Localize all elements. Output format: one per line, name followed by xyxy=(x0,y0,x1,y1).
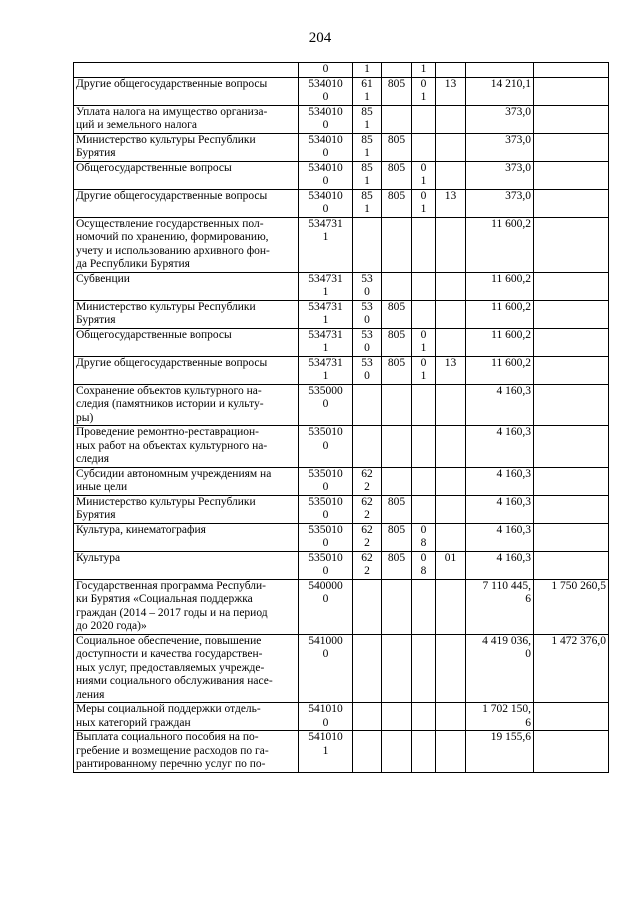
ministry-code-cell xyxy=(382,703,412,731)
page-number: 204 xyxy=(308,30,332,46)
amount-federal-cell xyxy=(534,356,609,384)
subsection-cell xyxy=(436,523,466,551)
target-code-cell: 534731 1 xyxy=(299,300,353,328)
row-name-cell: Сохранение объектов культурного на- следия (памятников истории и культу- ры) xyxy=(74,384,299,426)
expense-type-cell: 62 2 xyxy=(353,495,382,523)
expense-type-cell: 61 1 xyxy=(353,77,382,105)
section-cell xyxy=(412,105,436,133)
table-row xyxy=(74,105,609,133)
amount-cell: 4 160,3 xyxy=(466,551,534,579)
row-name-cell: Общегосударственные вопросы xyxy=(74,161,299,189)
row-name-cell: Меры социальной поддержки отдель- ных категорий граждан xyxy=(74,703,299,731)
amount-federal-cell: 1 472 376,0 xyxy=(534,634,609,703)
target-code-cell: 535000 0 xyxy=(299,384,353,426)
amount-cell: 14 210,1 xyxy=(466,77,534,105)
section-cell xyxy=(412,579,436,634)
table-row xyxy=(74,523,609,551)
row-name-cell: Другие общегосударственные вопросы xyxy=(74,189,299,217)
subsection-cell xyxy=(436,467,466,495)
section-cell xyxy=(412,217,436,272)
section-cell: 0 1 xyxy=(412,77,436,105)
row-name-cell: Осуществление государственных пол- номочий по хранению, формированию, учету и использованию архивного фон- да Республики Бурятия xyxy=(74,217,299,272)
amount-cell: 1 702 150, 6 xyxy=(466,703,534,731)
table-row xyxy=(74,300,609,328)
expense-type-cell: 85 1 xyxy=(353,105,382,133)
subsection-cell xyxy=(436,63,466,78)
amount-federal-cell xyxy=(534,105,609,133)
subsection-cell: 13 xyxy=(436,189,466,217)
target-code-cell: 541000 0 xyxy=(299,634,353,703)
ministry-code-cell: 805 xyxy=(382,328,412,356)
row-name-cell: Субвенции xyxy=(74,272,299,300)
expense-type-cell xyxy=(353,579,382,634)
amount-federal-cell xyxy=(534,495,609,523)
amount-cell: 4 160,3 xyxy=(466,426,534,468)
subsection-cell xyxy=(436,703,466,731)
ministry-code-cell xyxy=(382,384,412,426)
expense-type-cell xyxy=(353,703,382,731)
target-code-cell: 535010 0 xyxy=(299,426,353,468)
row-name-cell: Культура, кинематография xyxy=(74,523,299,551)
expense-type-cell: 1 xyxy=(353,63,382,78)
row-name-cell: Выплата социального пособия на по- гребение и возмещение расходов по га- рантированному перечню услуг по по- xyxy=(74,731,299,773)
amount-cell: 373,0 xyxy=(466,161,534,189)
row-name-cell: Проведение ремонтно-реставрацион- ных работ на объектах культурного на- следия xyxy=(74,426,299,468)
amount-cell: 373,0 xyxy=(466,133,534,161)
amount-federal-cell xyxy=(534,703,609,731)
expense-type-cell: 53 0 xyxy=(353,328,382,356)
target-code-cell: 534010 0 xyxy=(299,77,353,105)
section-cell: 0 1 xyxy=(412,356,436,384)
subsection-cell xyxy=(436,217,466,272)
target-code-cell: 540000 0 xyxy=(299,579,353,634)
subsection-cell xyxy=(436,161,466,189)
table-row xyxy=(74,189,609,217)
table-row xyxy=(74,495,609,523)
ministry-code-cell: 805 xyxy=(382,551,412,579)
subsection-cell xyxy=(436,272,466,300)
expense-type-cell xyxy=(353,384,382,426)
subsection-cell xyxy=(436,634,466,703)
amount-federal-cell xyxy=(534,731,609,773)
section-cell xyxy=(412,300,436,328)
expense-type-cell: 85 1 xyxy=(353,133,382,161)
section-cell xyxy=(412,133,436,161)
amount-federal-cell xyxy=(534,272,609,300)
expense-type-cell xyxy=(353,634,382,703)
ministry-code-cell: 805 xyxy=(382,133,412,161)
table-row xyxy=(74,272,609,300)
amount-cell: 11 600,2 xyxy=(466,217,534,272)
section-cell xyxy=(412,426,436,468)
amount-cell: 11 600,2 xyxy=(466,272,534,300)
row-name-cell: Государственная программа Республи- ки Бурятия «Социальная поддержка граждан (2014 – 2017 годы и на период до 2020 года)» xyxy=(74,579,299,634)
table-row xyxy=(74,328,609,356)
amount-cell: 11 600,2 xyxy=(466,356,534,384)
table-row xyxy=(74,63,609,78)
target-code-cell: 534010 0 xyxy=(299,133,353,161)
section-cell: 0 1 xyxy=(412,328,436,356)
target-code-cell: 541010 0 xyxy=(299,703,353,731)
amount-federal-cell xyxy=(534,133,609,161)
amount-cell: 4 160,3 xyxy=(466,523,534,551)
subsection-cell xyxy=(436,328,466,356)
target-code-cell: 535010 0 xyxy=(299,495,353,523)
target-code-cell: 534010 0 xyxy=(299,161,353,189)
amount-cell: 4 160,3 xyxy=(466,384,534,426)
amount-federal-cell xyxy=(534,217,609,272)
section-cell: 0 8 xyxy=(412,523,436,551)
target-code-cell: 0 xyxy=(299,63,353,78)
row-name-cell: Министерство культуры Республики Бурятия xyxy=(74,133,299,161)
subsection-cell xyxy=(436,731,466,773)
amount-cell xyxy=(466,63,534,78)
ministry-code-cell: 805 xyxy=(382,77,412,105)
row-name-cell: Другие общегосударственные вопросы xyxy=(74,356,299,384)
row-name-cell: Министерство культуры Республики Бурятия xyxy=(74,495,299,523)
row-name-cell: Уплата налога на имущество организа- ций и земельного налога xyxy=(74,105,299,133)
ministry-code-cell: 805 xyxy=(382,300,412,328)
table-row xyxy=(74,133,609,161)
table-row xyxy=(74,467,609,495)
amount-federal-cell xyxy=(534,384,609,426)
section-cell xyxy=(412,467,436,495)
subsection-cell xyxy=(436,495,466,523)
table-row xyxy=(74,384,609,426)
ministry-code-cell xyxy=(382,579,412,634)
expense-type-cell: 53 0 xyxy=(353,356,382,384)
amount-federal-cell: 1 750 260,5 xyxy=(534,579,609,634)
amount-cell: 4 419 036, 0 xyxy=(466,634,534,703)
amount-federal-cell xyxy=(534,77,609,105)
ministry-code-cell xyxy=(382,217,412,272)
section-cell xyxy=(412,634,436,703)
table-body xyxy=(74,63,609,773)
table-row xyxy=(74,77,609,105)
section-cell xyxy=(412,495,436,523)
ministry-code-cell xyxy=(382,63,412,78)
ministry-code-cell xyxy=(382,731,412,773)
ministry-code-cell xyxy=(382,426,412,468)
ministry-code-cell xyxy=(382,634,412,703)
budget-table xyxy=(73,62,609,773)
row-name-cell: Общегосударственные вопросы xyxy=(74,328,299,356)
row-name-cell: Социальное обеспечение, повышение доступности и качества государствен- ных услуг, предоставляемых учрежде- ниями социального обслуживания насе- ления xyxy=(74,634,299,703)
amount-federal-cell xyxy=(534,300,609,328)
expense-type-cell: 62 2 xyxy=(353,523,382,551)
subsection-cell: 01 xyxy=(436,551,466,579)
section-cell: 0 1 xyxy=(412,161,436,189)
amount-federal-cell xyxy=(534,467,609,495)
target-code-cell: 534731 1 xyxy=(299,217,353,272)
amount-federal-cell xyxy=(534,426,609,468)
subsection-cell xyxy=(436,133,466,161)
row-name-cell: Субсидии автономным учреждениям на иные цели xyxy=(74,467,299,495)
table-row xyxy=(74,217,609,272)
amount-cell: 19 155,6 xyxy=(466,731,534,773)
ministry-code-cell xyxy=(382,272,412,300)
subsection-cell xyxy=(436,579,466,634)
ministry-code-cell xyxy=(382,467,412,495)
section-cell: 0 1 xyxy=(412,189,436,217)
table-row xyxy=(74,426,609,468)
amount-cell: 7 110 445, 6 xyxy=(466,579,534,634)
amount-federal-cell xyxy=(534,161,609,189)
section-cell: 0 8 xyxy=(412,551,436,579)
amount-federal-cell xyxy=(534,63,609,78)
table-row xyxy=(74,161,609,189)
target-code-cell: 534731 1 xyxy=(299,328,353,356)
section-cell xyxy=(412,703,436,731)
expense-type-cell xyxy=(353,426,382,468)
row-name-cell xyxy=(74,63,299,78)
ministry-code-cell: 805 xyxy=(382,356,412,384)
subsection-cell: 13 xyxy=(436,356,466,384)
target-code-cell: 535010 0 xyxy=(299,551,353,579)
row-name-cell: Культура xyxy=(74,551,299,579)
subsection-cell xyxy=(436,105,466,133)
subsection-cell: 13 xyxy=(436,77,466,105)
target-code-cell: 534010 0 xyxy=(299,105,353,133)
amount-cell: 4 160,3 xyxy=(466,467,534,495)
amount-cell: 11 600,2 xyxy=(466,328,534,356)
ministry-code-cell: 805 xyxy=(382,161,412,189)
amount-cell: 373,0 xyxy=(466,189,534,217)
table-row xyxy=(74,703,609,731)
target-code-cell: 535010 0 xyxy=(299,467,353,495)
ministry-code-cell: 805 xyxy=(382,523,412,551)
amount-cell: 11 600,2 xyxy=(466,300,534,328)
table-row xyxy=(74,579,609,634)
expense-type-cell: 53 0 xyxy=(353,300,382,328)
table-row xyxy=(74,356,609,384)
subsection-cell xyxy=(436,426,466,468)
expense-type-cell: 85 1 xyxy=(353,189,382,217)
table-row xyxy=(74,731,609,773)
ministry-code-cell: 805 xyxy=(382,495,412,523)
row-name-cell: Другие общегосударственные вопросы xyxy=(74,77,299,105)
table-row xyxy=(74,634,609,703)
expense-type-cell: 62 2 xyxy=(353,551,382,579)
amount-cell: 373,0 xyxy=(466,105,534,133)
target-code-cell: 541010 1 xyxy=(299,731,353,773)
ministry-code-cell xyxy=(382,105,412,133)
subsection-cell xyxy=(436,300,466,328)
section-cell xyxy=(412,731,436,773)
row-name-cell: Министерство культуры Республики Бурятия xyxy=(74,300,299,328)
target-code-cell: 535010 0 xyxy=(299,523,353,551)
table-row xyxy=(74,551,609,579)
subsection-cell xyxy=(436,384,466,426)
expense-type-cell xyxy=(353,731,382,773)
target-code-cell: 534731 1 xyxy=(299,356,353,384)
amount-federal-cell xyxy=(534,328,609,356)
section-cell xyxy=(412,384,436,426)
amount-federal-cell xyxy=(534,189,609,217)
section-cell: 1 xyxy=(412,63,436,78)
section-cell xyxy=(412,272,436,300)
expense-type-cell: 53 0 xyxy=(353,272,382,300)
expense-type-cell: 85 1 xyxy=(353,161,382,189)
amount-federal-cell xyxy=(534,551,609,579)
amount-federal-cell xyxy=(534,523,609,551)
target-code-cell: 534010 0 xyxy=(299,189,353,217)
expense-type-cell xyxy=(353,217,382,272)
ministry-code-cell: 805 xyxy=(382,189,412,217)
target-code-cell: 534731 1 xyxy=(299,272,353,300)
expense-type-cell: 62 2 xyxy=(353,467,382,495)
amount-cell: 4 160,3 xyxy=(466,495,534,523)
